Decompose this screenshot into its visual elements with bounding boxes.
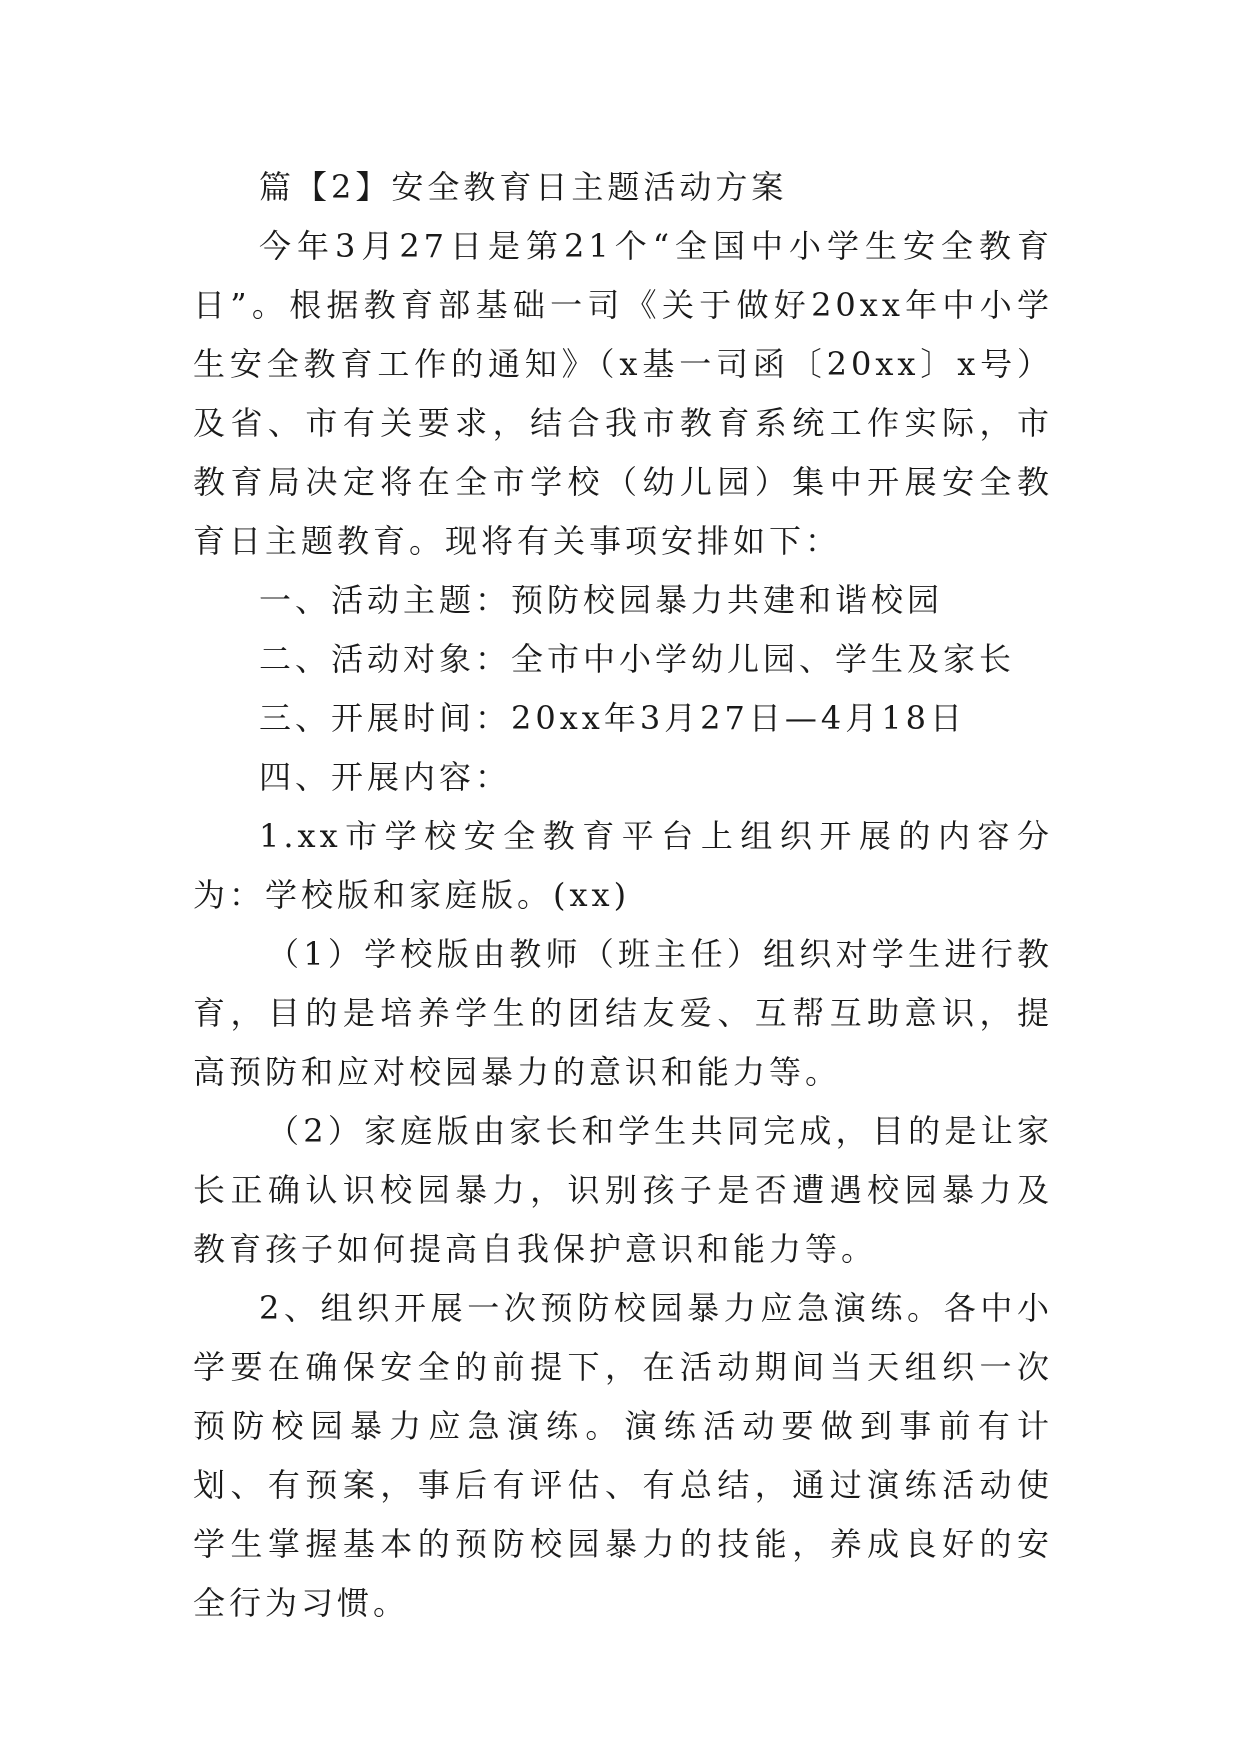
paragraph-item-2: 2、组织开展一次预防校园暴力应急演练。各中小学要在确保安全的前提下，在活动期间当天组织一次预防校园暴力应急演练。演练活动要做到事前有计划、有预案，事后有评估、有总结，通过演练活动使学生掌握基本的预防校园暴力的技能，养成良好的安全行为习惯。 <box>193 1289 1053 1622</box>
paragraph-content-heading: 四、开展内容： <box>259 758 512 796</box>
paragraph-item-1: 1.xx市学校安全教育平台上组织开展的内容分为：学校版和家庭版。(xx) <box>193 817 1053 914</box>
paragraph-item-1-family: （2）家庭版由家长和学生共同完成，目的是让家长正确认识校园暴力，识别孩子是否遭遇校园暴力及教育孩子如何提高自我保护意识和能力等。 <box>193 1112 1053 1268</box>
paragraph-intro: 今年3月27日是第21个“全国中小学生安全教育日”。根据教育部基础一司《关于做好20xx年中小学生安全教育工作的通知》（x基一司函〔20xx〕x号）及省、市有关要求，结合我市教育系统工作实际，市教育局决定将在全市学校（幼儿园）集中开展安全教育日主题教育。现将有关事项安排如下： <box>193 227 1053 560</box>
paragraph-time: 三、开展时间：20xx年3月27日—4月18日 <box>259 699 966 737</box>
paragraph-item-1-school: （1）学校版由教师（班主任）组织对学生进行教育，目的是培养学生的团结友爱、互帮互助意识，提高预防和应对校园暴力的意识和能力等。 <box>193 935 1053 1091</box>
paragraph-audience: 二、活动对象：全市中小学幼儿园、学生及家长 <box>259 640 1016 678</box>
document-title: 篇【2】安全教育日主题活动方案 <box>259 168 788 206</box>
paragraph-theme: 一、活动主题：预防校园暴力共建和谐校园 <box>259 581 944 619</box>
document-body <box>193 158 1053 1633</box>
